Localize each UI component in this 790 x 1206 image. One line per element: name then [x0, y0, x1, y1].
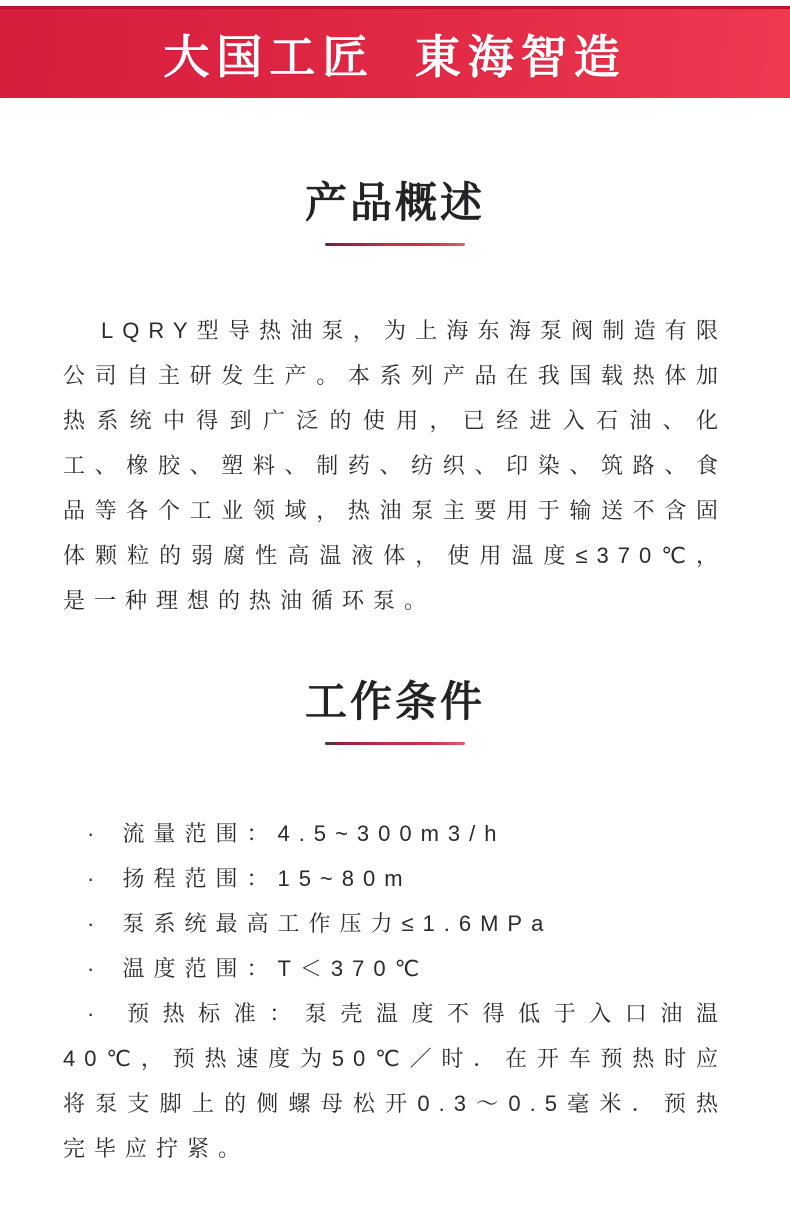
working-conditions-section-header [0, 669, 790, 745]
overview-section-header [0, 170, 790, 246]
list-item-text: 温度范围：T＜370℃ [122, 956, 429, 981]
bullet-icon: · [87, 866, 104, 891]
list-item-text: 预热标准：泵壳温度不得低于入口油温40℃，预热速度为50℃／时．在开车预热时应将泵支脚上的侧螺母松开0.3～0.5毫米．预热完毕应拧紧。 [63, 1001, 727, 1161]
working-conditions-section-title: 工作条件 [304, 678, 485, 725]
overview-section-title: 产品概述 [304, 179, 485, 226]
list-item [63, 811, 727, 856]
list-item [63, 901, 727, 946]
bullet-icon: · [87, 911, 104, 936]
working-conditions-list [63, 811, 727, 1171]
list-item-text: 泵系统最高工作压力≤1.6MPa [122, 911, 553, 936]
overview-paragraph: LQRY型导热油泵，为上海东海泵阀制造有限公司自主研发生产。本系列产品在我国载热体加热系统中得到广泛的使用，已经进入石油、化工、橡胶、塑料、制药、纺织、印染、筑路、食品等各个工业领域，热油泵主要用于输送不含固体颗粒的弱腐性高温液体，使用温度≤370℃，是一种理想的热油循环泵。 [63, 318, 727, 613]
brand-banner-title: 大国工匠 東海智造 [163, 30, 627, 83]
list-item-text: 流量范围：4.5~300m3/h [122, 821, 506, 846]
list-item [63, 946, 727, 991]
brand-banner [0, 6, 790, 98]
list-item-text: 扬程范围：15~80m [122, 866, 412, 891]
bullet-icon: · [87, 821, 104, 846]
list-item [63, 991, 727, 1171]
bullet-icon: · [87, 956, 104, 981]
working-conditions-title-underline [325, 742, 465, 745]
overview-title-underline [325, 243, 465, 246]
list-item [63, 856, 727, 901]
bullet-icon: · [87, 1001, 104, 1026]
